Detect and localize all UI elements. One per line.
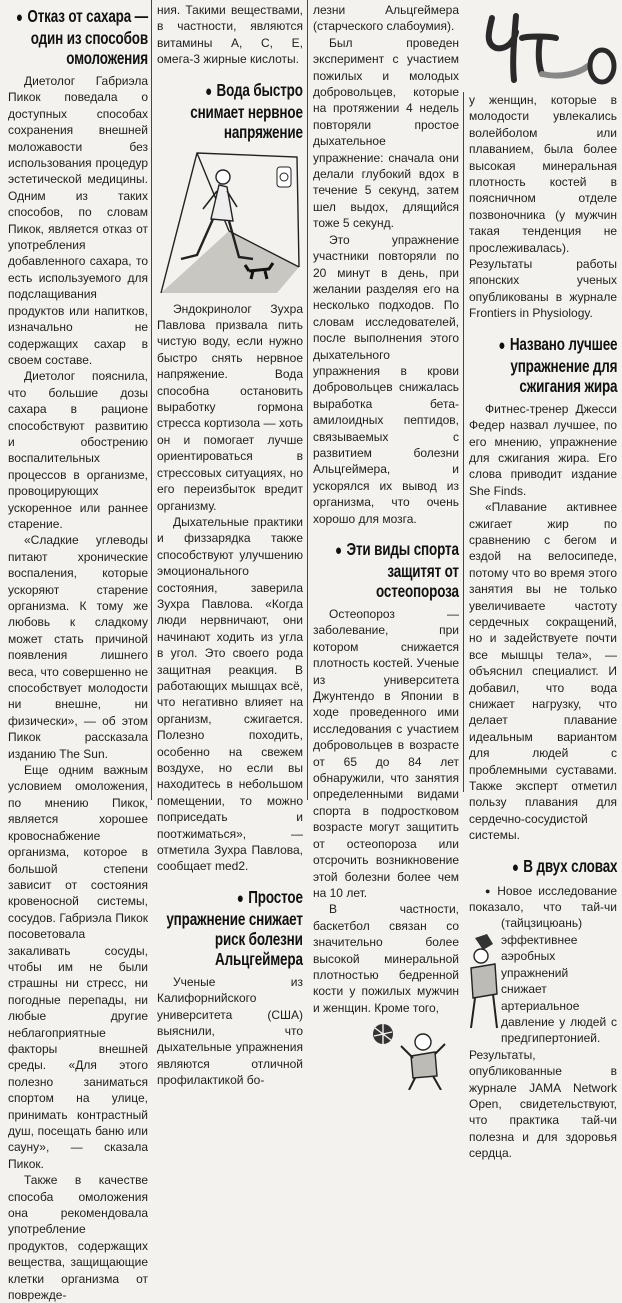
- paragraph: «Плавание активнее сжигает жир по сравнению с бегом и ездой на велосипеде, потому что во время этого занятия вы не только увеличиваете частоту сердечных сокращений, но и задействуете почти все мышцы тела», — объяснил специалист. И добавил, что вода снижает нагрузку, что делает плавание идеальным вариантом для людей с проблемными суставами. Также эксперт отметил пользу плавания для сердечно-сосудистой системы.: [469, 500, 617, 843]
- column-2: [157, 2, 303, 1089]
- headline-fat-burning: ● Названо лучшее упражнение для сжигания жира: [497, 333, 617, 396]
- bullet-icon: ●: [15, 9, 23, 26]
- bullet-icon: ●: [485, 885, 494, 896]
- paragraph: Это упражнение участники повторяли по 20 минут в день, при желании разделяя его на несколько подходов. По словам исследователей, после выполнения этого дыхательного упражнения в крови добровольцев снижалась выработка бета-амилоидных пептидов, связываемых с развитием болезни Альцгеймера, и ускорялся их вывод из организма, что очень хорошо для мозга.: [313, 232, 459, 526]
- column-3: [313, 2, 459, 1096]
- section-logo: [470, 4, 620, 86]
- headline-in-brief: ● В двух словах: [511, 855, 617, 876]
- paragraph: лезни Альцгеймера (старческого слабоумия).: [313, 3, 459, 34]
- paragraph: Ученые из Калифорнийского университета (США) выяснили, что дыхательные упражнения являются отличной профилактикой бо-: [157, 974, 303, 1088]
- headline-alzheimer: ● Простое упражнение снижает риск болезни Альцгеймера: [166, 886, 303, 969]
- headline-water: ● Вода быстро снимает нервное напряжение: [190, 79, 303, 142]
- bullet-icon: ●: [237, 889, 244, 907]
- column-divider: [151, 0, 152, 800]
- paragraph: В частности, баскетбол связан со значительно более высокой минеральной плотностью бедренной кости у пожилых мужчин и женщин. Кроме того,: [313, 902, 459, 1015]
- paragraph: ния. Такими веществами, в частности, являются витамины A, C, E, омега-3 жирные кислоты.: [157, 3, 303, 67]
- paragraph: у женщин, которые в молодости увлекались волейболом или плаванием, была более высокая минеральная плотность костей в поясничном отделе позвоночника (у мужчин такая тенденция не прослеживалась). Результаты работы японских ученых опубликованы в журнале Frontiers in Physiology.: [469, 93, 617, 321]
- bullet-icon: ●: [205, 82, 213, 100]
- paragraph: Еще одним важным условием омоложения, по мнению Пикок, является хорошее кровоснабжение организма, которое в большой степени зависит от состояния кровеносной системы, сосудов. Габриэла Пикок посоветовала закаливать сосуды, чтобы им не были страшны ни стресс, ни погодные перепады, ни любые другие неблагоприятные факторы внешней среды. «Для этого полезно заниматься спортом на улице, принимать контрастный душ, посещать баню или сауну», — сказала Пикок.: [8, 763, 148, 1171]
- paragraph: Дыхательные практики и физзарядка также способствуют улучшению эмоционального состояния, заверила Зухра Павлова. «Когда люди нервничают, они начинают ходить из угла в угол. Это своего рода защитная реакция. В работающих мышцах всё, что негативно влияет на организм, сжигается. Полезно походить, особенно на свежем воздухе, но если вы находитесь в небольшом помещении, то можно поприседать и поотжиматься», — отметила Зухра Павлова, сообщает med2.: [157, 514, 303, 874]
- column-1: [8, 4, 148, 1303]
- column-divider: [307, 0, 308, 800]
- paragraph: «Сладкие углеводы питают хронические воспаления, которые ускоряют старение организма. К тому же любовь к сладкому может стать причиной появления лишнего веса, что совершенно не способствует молодости ни внешне, ни физически», — об этом Пикок рассказала изданию The Sun.: [8, 533, 148, 761]
- paragraph: Остеопороз — заболевание, при котором снижается плотность костей. Ученые из университета Джунтендо в Японии в ходе проведенного ими исследования с участием добровольцев в возрасте от 65 до 84 лет обнаружили, что занятия определенными видами спорта в подростковом возрасте могут защитить от остеопороза или отсрочить возникновение этой болезни более чем на 10 лет.: [313, 607, 459, 900]
- column-4: [469, 92, 617, 1162]
- paragraph: Диетолог пояснила, что большие дозы сахара в рационе способствуют развитию и обострению воспалительных процессов в организме, провоцирующих ускоренное или раннее старение.: [8, 369, 148, 531]
- headline-osteoporosis: ● Эти виды спорта защитят от остеопороза: [335, 539, 459, 601]
- bullet-icon: ●: [497, 336, 505, 354]
- paragraph: Также в качестве способа омоложения она рекомендовала употребление продуктов, содержащих вещества, защищающие клетки организма от поврежде-: [8, 1173, 148, 1303]
- paragraph: Диетолог Габриэла Пикок поведала о доступных способах сохранения внешней моложавости без использования процедур эстетической медицины. Одним из таких способов, по словам Пикок, является отказ от употребления добавленного сахара, то есть используемого для подслащивания продуктов или напитков, изначально не содержащих сахар в своем составе.: [8, 74, 148, 367]
- headline-sugar: ● Отказ от сахара — один из способов омоложения: [15, 6, 148, 68]
- column-divider: [463, 92, 464, 792]
- basketball-players-illustration: [313, 1020, 459, 1090]
- paragraph: Фитнес-тренер Джесси Федер назвал лучшее, по его мнению, упражнение для сжигания жира. Его слова приводит издание She Finds.: [469, 401, 617, 498]
- bullet-icon: ●: [511, 858, 519, 876]
- paragraph: Эндокринолог Зухра Павлова призвала пить чистую воду, если нужно быстро снять нервное напряжение. Вода способна остановить выработку гормона стресса кортизола — хоть он и помогает лучше ориентироваться в стрессовых ситуациях, но его переизбыток вредит организму.: [157, 301, 303, 513]
- paragraph: ● Новое исследование показало, что тай-чи (тайцзицюань) эффективнее аэробных упражнений снижает артериальное давление у людей с предгипертонией. Результаты, опубликованные в журнале JAMA Network Open, свидетельствуют, что практика тай-чи полезна и для здоровья сердца.: [469, 883, 617, 1161]
- bullet-icon: ●: [335, 542, 343, 559]
- walking-man-illustration: [157, 147, 303, 295]
- player-illustration: [469, 932, 499, 1031]
- paragraph: Был проведен эксперимент с участием пожилых и молодых добровольцев, которые на протяжении 4 недель повторяли простое дыхательное упражнение: сначала они делали глубокий вдох в течение 5 секунд, затем шел выдох, длящийся тоже 5 секунд.: [313, 35, 459, 231]
